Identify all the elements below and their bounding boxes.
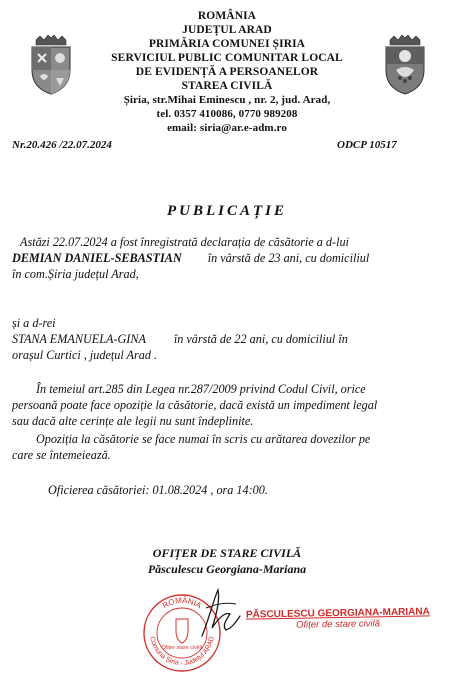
bride-age: în vârstă de 22 ani, cu domiciliul în [173,332,348,346]
handwritten-signature-icon [196,586,244,642]
officer-name: Păsculescu Georgiana-Mariana [147,562,307,576]
legal-basis-line-1: În temeiul art.285 din Legea nr.287/2009 privind Codul Civil, orice [36,382,366,396]
declaration-line: Astăzi 22.07.2024 a fost înregistrată declarația de căsătorie a d-lui [20,235,349,249]
groom-domicile: în com.Șiria județul Arad, [12,267,139,281]
document-code: ODCP 10517 [337,139,397,151]
seal-top-text: ROMÂNIA [160,595,204,611]
bride-intro: și a d-rei [12,316,56,330]
header-address: Șiria, str.Mihai Eminescu , nr. 2, jud. Arad, [123,94,331,106]
seal-crest-icon [176,619,188,643]
registration-number: Nr.20.426 /22.07.2024 [12,139,112,151]
groom-age: în vârstă de 23 ani, cu domiciliul [207,251,370,265]
bride-name: STANA EMANUELA-GINA [12,332,146,346]
name-stamp-name: PĂSCULESCU GEORGIANA-MARIANA [245,606,430,621]
page-title: PUBLICAȚIE [166,203,287,219]
seal-center-text: Ofițer stare civilă [161,645,203,651]
opposition-line-1: Opoziția la căsătorie se face numai în scris cu arătarea dovezilor pe [36,432,371,446]
groom-line [12,250,444,266]
name-stamp [246,606,430,631]
name-stamp-role: Ofițer de stare civilă [295,618,381,631]
header-email: email: siria@ar.e-adm.ro [167,122,287,134]
header-service-2: DE EVIDENȚĂ A PERSOANELOR [135,66,319,78]
legal-basis-line-3: sau dacă alte cerințe ale legii nu sunt îndeplinite. [12,414,254,428]
officer-title: OFIȚER DE STARE CIVILĂ [152,546,302,560]
header-town-hall: PRIMĂRIA COMUNEI ȘIRIA [148,38,306,50]
ceremony-date: Oficierea căsătoriei: 01.08.2024 , ora 14:00. [48,483,268,497]
groom-name: DEMIAN DANIEL-SEBASTIAN [12,251,182,265]
seal-bottom-text: Comuna Șiria - Județul ARAD [148,635,216,668]
bride-domicile: orașul Curtici , județul Arad . [12,348,158,362]
header-civil-status: STAREA CIVILĂ [181,80,273,92]
bride-line [12,331,444,347]
opposition-line-2: care se întemeiează. [12,448,111,462]
letterhead [0,9,454,135]
header-phone: tel. 0357 410086, 0770 989208 [156,108,298,120]
legal-basis-line-2: persoană poate face opoziție la căsătorie, dacă există un impediment legal [12,398,378,412]
header-country: ROMÂNIA [197,10,257,22]
header-service: SERVICIUL PUBLIC COMUNITAR LOCAL [111,52,343,64]
header-county: JUDEȚUL ARAD [182,24,272,36]
